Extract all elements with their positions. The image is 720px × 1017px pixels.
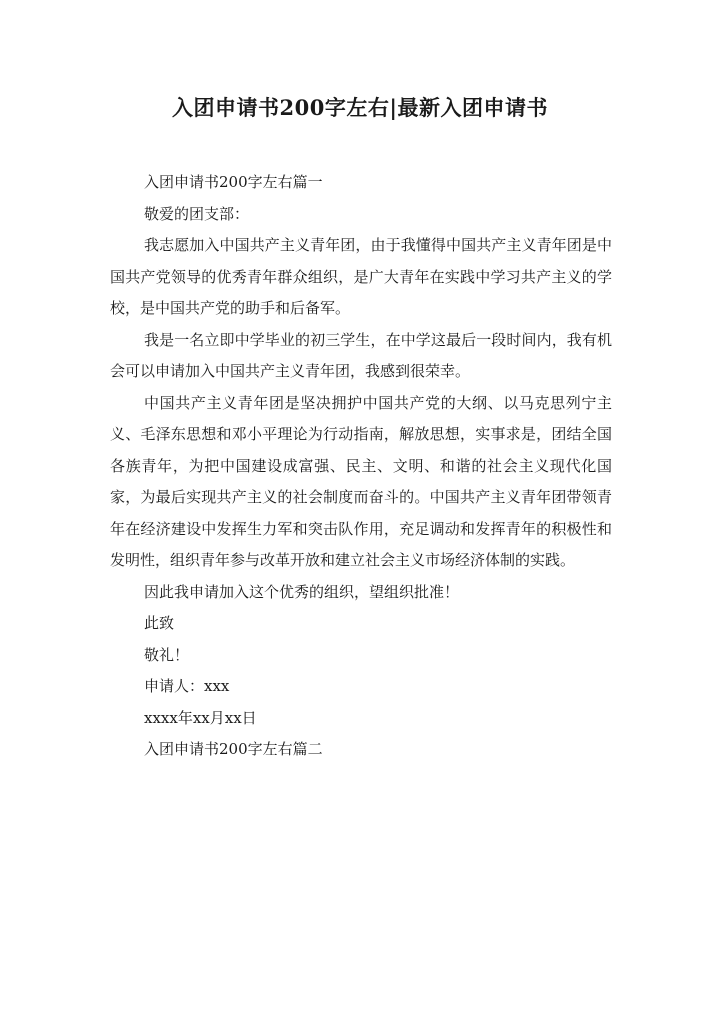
document-title: 入团申请书200字左右|最新入团申请书: [172, 95, 548, 120]
regards: 敬礼！: [144, 645, 190, 664]
paragraph-3: 中国共产主义青年团是坚决拥护中国共产党的大纲、以马克思列宁主义、毛泽东思想和邓小平理论为行动指南，解放思想，实事求是，团结全国各族青年，为把中国建设成富强、民主、文明、和谐的社会主义现代化国家，为最后实现共产主义的社会制度而奋斗的。中国共产主义青年团带领青年在经济建设中发挥生力军和突击队作用，充足调动和发挥青年的积极性和发明性，组织青年参与改革开放和建立社会主义市场经济体制的实践。: [110, 393, 612, 569]
section-heading-2: 入团申请书200字左右篇二: [144, 740, 323, 758]
section-heading-1: 入团申请书200字左右篇一: [144, 173, 323, 191]
document-body: [110, 167, 612, 766]
paragraph-4: 因此我申请加入这个优秀的组织，望组织批准！: [144, 582, 460, 601]
applicant-line: 申请人：xxx: [144, 677, 230, 695]
paragraph-1: 我志愿加入中国共产主义青年团，由于我懂得中国共产主义青年团是中国共产党领导的优秀青年群众组织，是广大青年在实践中学习共产主义的学校，是中国共产党的助手和后备军。: [110, 236, 612, 317]
date-line: xxxx年xx月xx日: [144, 708, 257, 727]
salutation: 敬爱的团支部：: [144, 204, 250, 223]
paragraph-2: 我是一名立即中学毕业的初三学生，在中学这最后一段时间内，我有机会可以申请加入中国共产主义青年团，我感到很荣幸。: [110, 330, 612, 380]
closing: 此致: [144, 614, 175, 632]
